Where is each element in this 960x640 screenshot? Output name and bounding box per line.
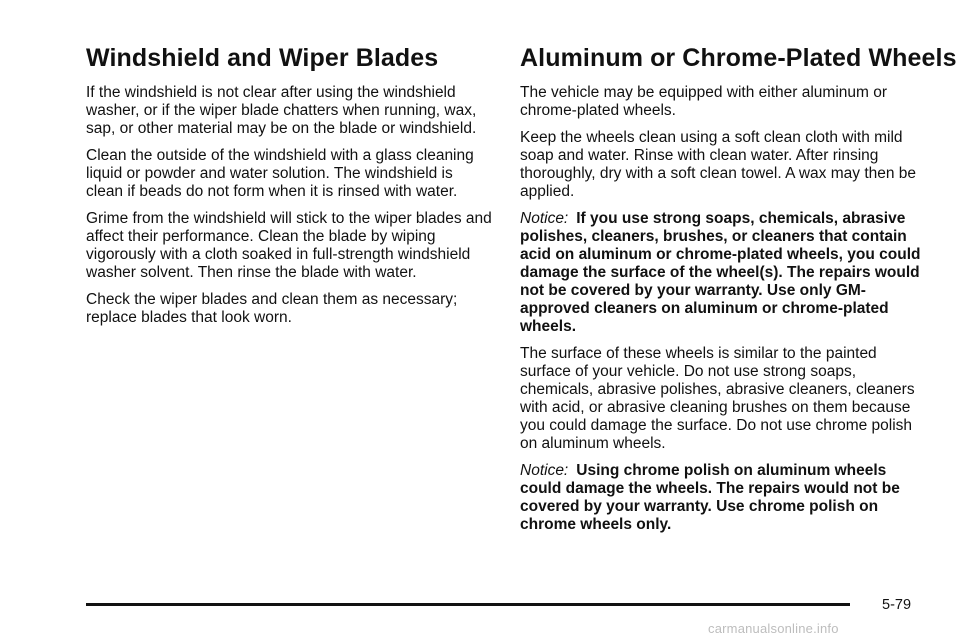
windshield-paragraph-4: Check the wiper blades and clean them as necessary; replace blades that look worn. bbox=[86, 291, 458, 326]
windshield-wiper-section bbox=[86, 42, 494, 336]
notice-block-2 bbox=[520, 462, 924, 534]
windshield-paragraph-2: Clean the outside of the windshield with a glass cleaning liquid or powder and water solution. The windshield is clean if beads do not form when it is rinsed with water. bbox=[86, 147, 474, 200]
notice-text: If you use strong soaps, chemicals, abrasive polishes, cleaners, brushes, or cleaners that contain acid on aluminum or chrome-plated wheels, you could damage the surface of the wheel(s). The repairs would not be covered by your warranty. Use only GM-approved cleaners on aluminum or chrome-plated wheels. bbox=[520, 210, 921, 335]
wheels-paragraph-3: The surface of these wheels is similar to the painted surface of your vehicle. Do not use strong soaps, chemicals, abrasive polishes, abrasive cleaners, cleaners with acid, or abrasive cleaning brushes on them because you could damage the surface. Do not use chrome polish on aluminum wheels. bbox=[520, 345, 915, 452]
page-number: 5-79 bbox=[882, 597, 912, 613]
notice-block-1 bbox=[520, 210, 924, 336]
section-title-wheels: Aluminum or Chrome-Plated Wheels bbox=[520, 44, 957, 72]
windshield-paragraph-3: Grime from the windshield will stick to the wiper blades and affect their performance. Clean the blade by wiping vigorously with a cloth soaked in full-strength windshield washer solvent. Then rinse the blade with water. bbox=[86, 210, 492, 281]
footer-rule bbox=[86, 603, 850, 606]
notice-text: Using chrome polish on aluminum wheels could damage the wheels. The repairs would not be covered by your warranty. Use chrome polish on chrome wheels only. bbox=[520, 462, 900, 533]
watermark: carmanualsonline.info bbox=[708, 621, 839, 636]
windshield-paragraph-1: If the windshield is not clear after using the windshield washer, or if the wiper blade chatters when running, wax, sap, or other material may be on the blade or windshield. bbox=[86, 84, 477, 137]
wheels-section bbox=[520, 42, 957, 543]
section-title-windshield: Windshield and Wiper Blades bbox=[86, 44, 439, 72]
notice-label: Notice: bbox=[520, 210, 569, 227]
wheels-paragraph-2: Keep the wheels clean using a soft clean cloth with mild soap and water. Rinse with clean water. After rinsing thoroughly, dry with a soft clean towel. A wax may then be applied. bbox=[520, 129, 917, 200]
wheels-paragraph-1: The vehicle may be equipped with either aluminum or chrome-plated wheels. bbox=[520, 84, 888, 119]
notice-label: Notice: bbox=[520, 462, 569, 479]
